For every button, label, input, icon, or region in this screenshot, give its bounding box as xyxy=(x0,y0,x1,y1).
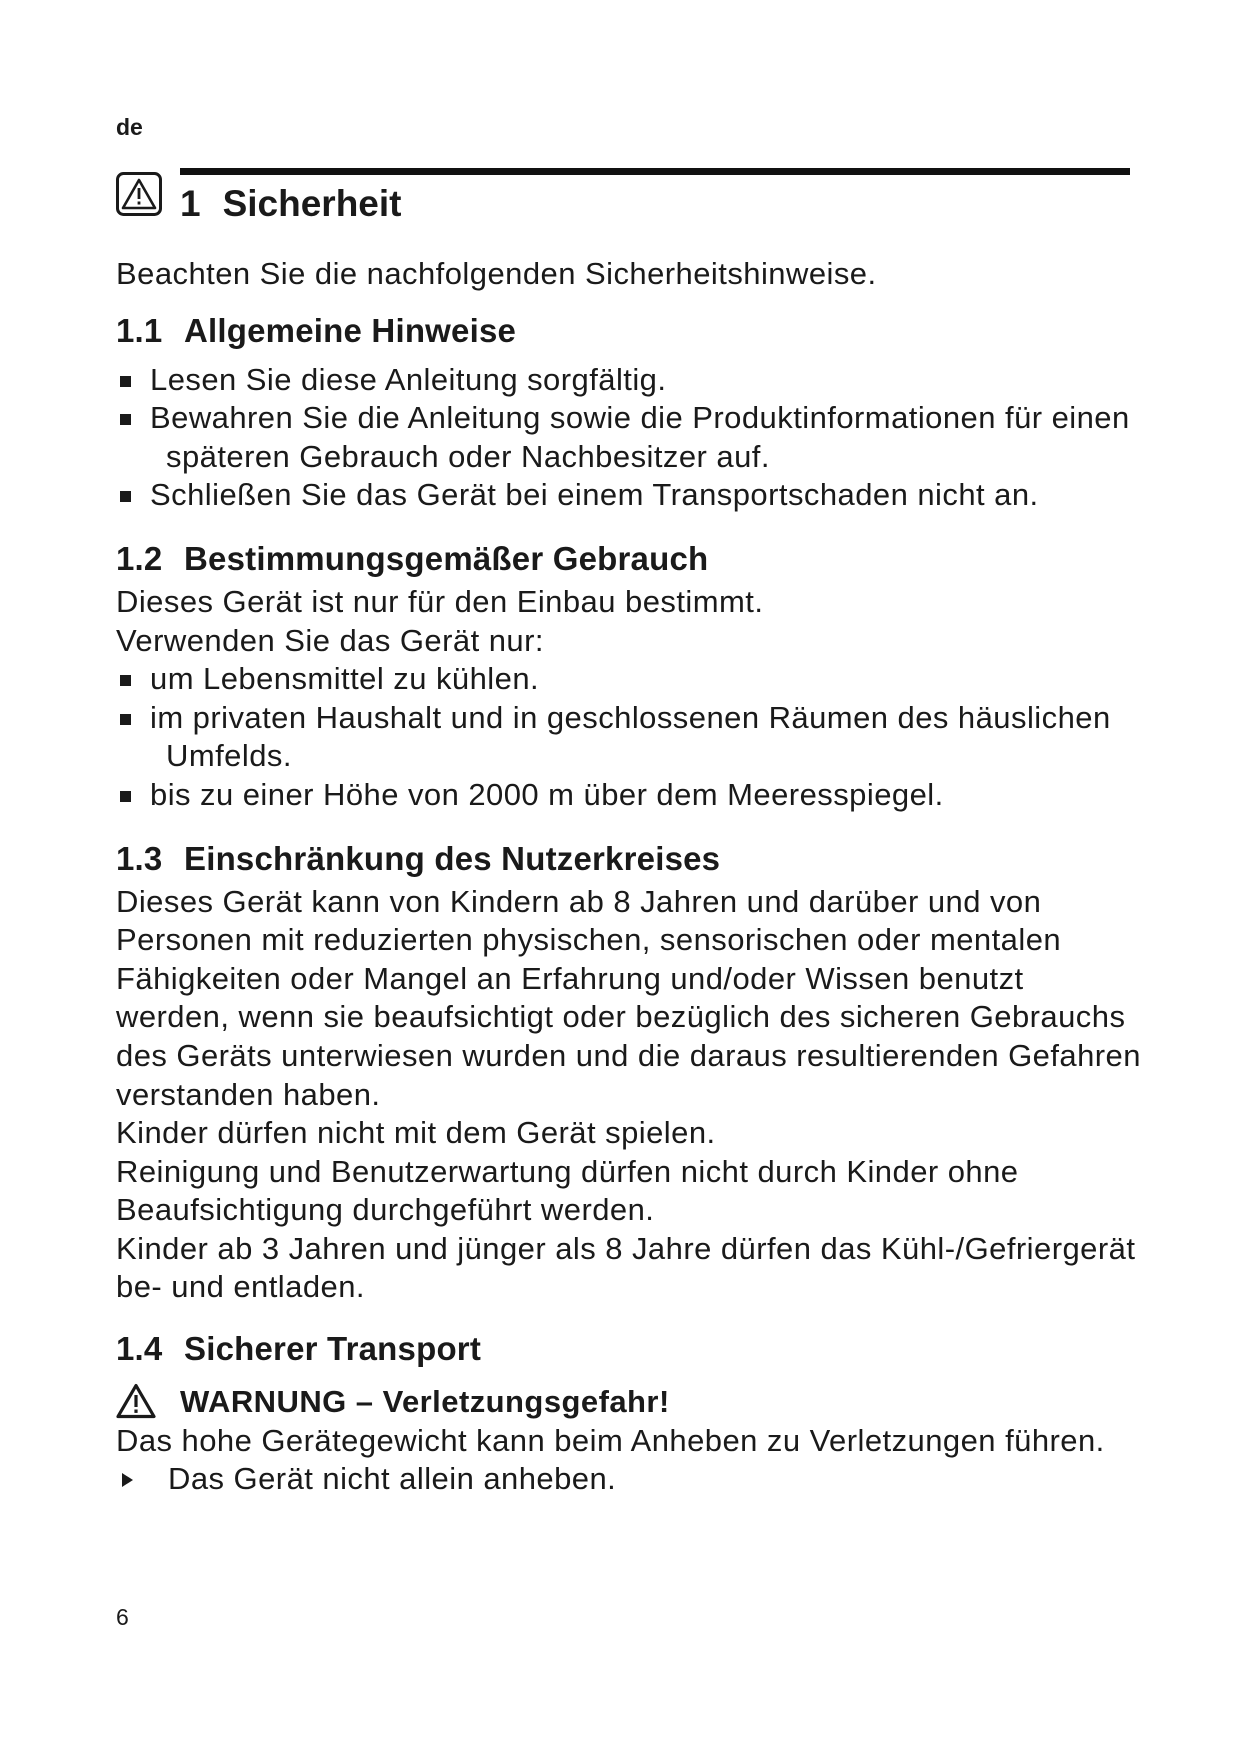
subsection-title: Einschränkung des Nutzerkreises xyxy=(184,839,721,877)
list-item-text: Schließen Sie das Gerät bei einem Transportschaden nicht an. xyxy=(150,477,1039,513)
paragraph: Reinigung und Benutzerwartung dürfen nicht durch Kinder ohne Beaufsichtigung durchgeführt werden. xyxy=(116,1153,1019,1228)
subsection-number: 1.2 xyxy=(116,539,163,577)
list-item-text: Lesen Sie diese Anleitung sorgfältig. xyxy=(150,361,667,397)
section-intro: Beachten Sie die nachfolgenden Sicherheitshinweise. xyxy=(116,256,877,291)
bullet-square-icon xyxy=(120,376,131,387)
document-body xyxy=(116,255,1146,1499)
subsection-number: 1.1 xyxy=(116,311,163,349)
list-item xyxy=(116,399,1146,476)
paragraph: Kinder ab 3 Jahren und jünger als 8 Jahre dürfen das Kühl-/Gefriergerät be- und entladen. xyxy=(116,1230,1136,1305)
step-item xyxy=(116,1460,1146,1499)
list-item-text: im privaten Haushalt und in geschlossenen Räumen des häuslichen Umfelds. xyxy=(150,699,1111,774)
list-item-text: bis zu einer Höhe von 2000 m über dem Meeresspiegel. xyxy=(150,776,944,812)
warning-triangle-icon xyxy=(116,1383,156,1419)
section-number: 1 xyxy=(180,183,201,224)
warning-triangle-icon xyxy=(116,172,162,216)
subsection-number: 1.4 xyxy=(116,1330,163,1368)
bullet-square-icon xyxy=(120,714,131,725)
bullet-square-icon xyxy=(120,491,131,502)
language-code: de xyxy=(116,114,143,140)
step-item-text: Das Gerät nicht allein anheben. xyxy=(168,1461,617,1497)
warning-heading xyxy=(116,1383,1146,1422)
warning-text: Das hohe Gerätegewicht kann beim Anheben zu Verletzungen führen. xyxy=(116,1422,1105,1458)
bullet-square-icon xyxy=(120,675,131,686)
subsection-title: Allgemeine Hinweise xyxy=(184,311,517,349)
subsection-number: 1.3 xyxy=(116,839,163,877)
subsection-heading-user-restrictions xyxy=(116,837,1146,881)
subsection-title: Bestimmungsgemäßer Gebrauch xyxy=(184,539,709,577)
section-title-text: Sicherheit xyxy=(222,183,402,224)
list-item xyxy=(116,361,1146,400)
list-item xyxy=(116,699,1146,776)
list-item xyxy=(116,660,1146,699)
subsection-title: Sicherer Transport xyxy=(184,1330,482,1368)
list-item-text: um Lebensmittel zu kühlen. xyxy=(150,661,540,697)
list-item xyxy=(116,776,1146,815)
intended-use-list xyxy=(116,660,1146,814)
warning-heading-text: WARNUNG – Verletzungsgefahr! xyxy=(180,1384,670,1420)
list-item xyxy=(116,476,1146,515)
paragraph: Verwenden Sie das Gerät nur: xyxy=(116,622,544,658)
subsection-heading-intended-use xyxy=(116,537,1146,581)
bullet-square-icon xyxy=(120,414,131,425)
paragraph: Dieses Gerät ist nur für den Einbau bestimmt. xyxy=(116,583,764,619)
page-number: 6 xyxy=(116,1604,129,1630)
bullet-square-icon xyxy=(120,791,131,802)
list-item-text: Bewahren Sie die Anleitung sowie die Produktinformationen für einen späteren Gebrauch oder Nachbesitzer auf. xyxy=(150,400,1130,474)
warning-steps-list xyxy=(116,1460,1146,1499)
section-rule xyxy=(180,168,1130,175)
subsection-heading-safe-transport xyxy=(116,1327,1146,1371)
subsection-heading-general xyxy=(116,309,1146,353)
paragraph: Kinder dürfen nicht mit dem Gerät spielen. xyxy=(116,1115,716,1151)
paragraph: Dieses Gerät kann von Kindern ab 8 Jahren und darüber und von Personen mit reduzierten physischen, sensorischen oder mentalen Fähigkeiten oder Mangel an Erfahrung und/oder Wissen benutzt werden, wenn sie beaufsichtigt oder bezüglich des sicheren Gebrauchs des Geräts unterwiesen wurden und die daraus resultierenden Gefahren verstanden haben. xyxy=(116,883,1141,1112)
step-arrow-icon xyxy=(122,1473,133,1487)
section-title xyxy=(180,182,401,226)
general-notes-list xyxy=(116,361,1146,515)
